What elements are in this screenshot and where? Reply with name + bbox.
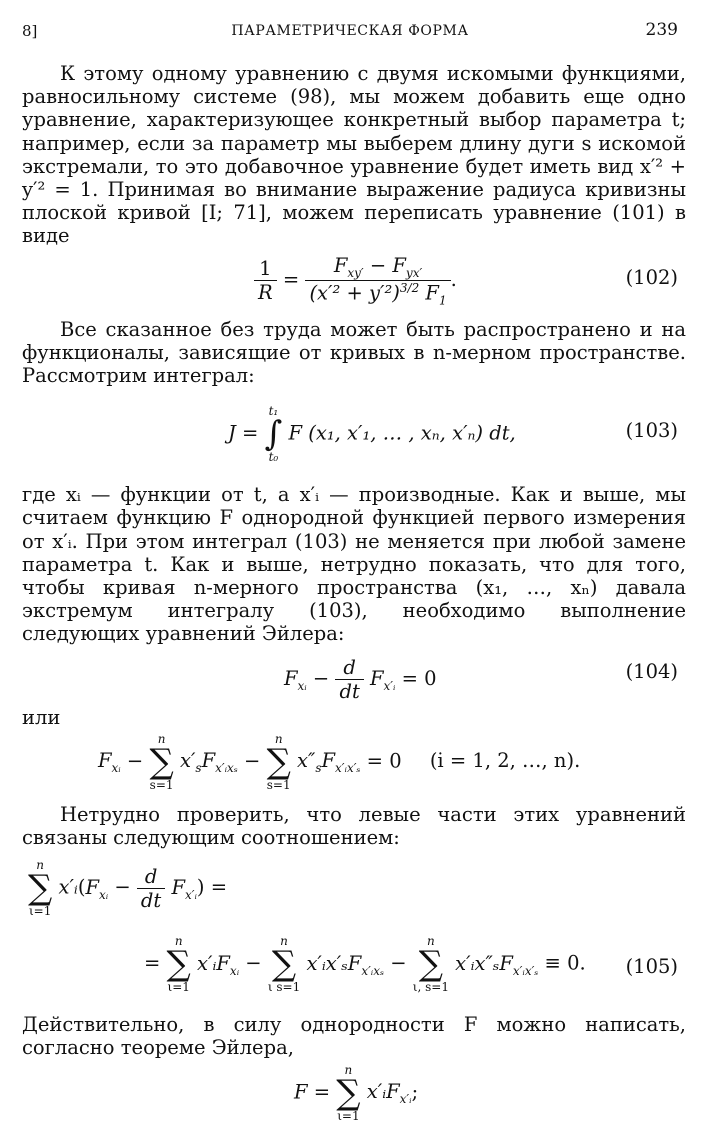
- paragraph-6: Действительно, в силу однородности F можно написать, согласно теореме Эйлера,: [22, 1013, 686, 1060]
- paragraph-3: где xᵢ — функции от t, а x′ᵢ — производные. Как и выше, мы считаем функцию F однородной функцией первого измерения от x′ᵢ. При этом интеграл (103) не меняется при любой замене параметра t. Как и выше, нетрудно показать, что для того, чтобы кривая n-мерного пространства (x₁, …, xₙ) давала экстремум интегралу (103), необходимо выполнение следующих уравнений Эйлера:: [22, 483, 686, 646]
- running-header: [22, 22, 678, 46]
- equation-euler-theorem: F = n ∑ ι=1 x′ᵢF$_{x'ᵢ}$;: [294, 1062, 419, 1123]
- paragraph-5: Нетрудно проверить, что левые части этих уравнений связаны следующим соотношением:: [22, 802, 686, 850]
- equation-105: n ∑ ι=1 $x'ᵢ(F_{xᵢ}$ − $\frac{d}{dt}$ $F_{x'ᵢ}$) = = n ∑ ι=1 x′ᵢF$_{xᵢ}$ − n ∑ ι s=1 x′ᵢx′ₛF$_{x'ᵢx_s}$ − n ∑ ι, s=1 x′ᵢx″ₛF$_{x'ᵢx'_s}$ ≡ 0. (105): [28, 858, 678, 995]
- equation-103: J = t₁ ∫ t₀ F (x₁, x′₁, … , xₙ, x′ₙ) dt, (103): [228, 404, 678, 465]
- page-body: [22, 62, 686, 1123]
- section-number: 8]: [22, 22, 38, 40]
- equation-102: $\frac{1}{R}$ = $\frac{F_{xy'} - F_{yx'}}{(x'^2 + y'^2)^{3/2} F_1}$ . (102): [22, 248, 686, 310]
- equation-104: $F_{xᵢ}$ − $\frac{d}{dt}$ $F_{x'ᵢ} = 0$ (104): [284, 655, 678, 703]
- paragraph-2: Все сказанное без труда может быть распространено и на функционалы, зависящие от кривых в n-мерном пространстве. Рассмотрим интеграл:: [22, 317, 686, 388]
- paragraph-4: или: [22, 705, 61, 729]
- page-number: 239: [645, 20, 678, 40]
- equation-number: (104): [625, 659, 678, 683]
- equation-number: (105): [625, 955, 678, 979]
- index-condition: (i = 1, 2, …, n).: [429, 749, 581, 773]
- running-title: ПАРАМЕТРИЧЕСКАЯ ФОРМА: [231, 23, 469, 39]
- equation-number: (103): [625, 419, 678, 443]
- equation-euler-expanded: $F_{xᵢ}$ − n ∑ s=1 $x'_sF_{x'ᵢx_s}$ − n ∑ s=1 $x''_sF_{x'ᵢx'_s} = 0$ (i = 1, 2, …, n).: [98, 731, 581, 792]
- equation-number: (102): [625, 265, 678, 289]
- paragraph-1: К этому одному уравнению с двумя искомыми функциями, равносильному системе (98), мы можем добавить еще одно уравнение, характеризующее конкретный выбор параметра t; например, если за параметр мы выберем длину дуги s искомой экстремали, то это добавочное уравнение будет иметь вид x′² + y′² = 1. Принимая во внимание выражение радиуса кривизны плоской кривой [I; 71], можем переписать уравнение (101) в виде: [22, 62, 686, 248]
